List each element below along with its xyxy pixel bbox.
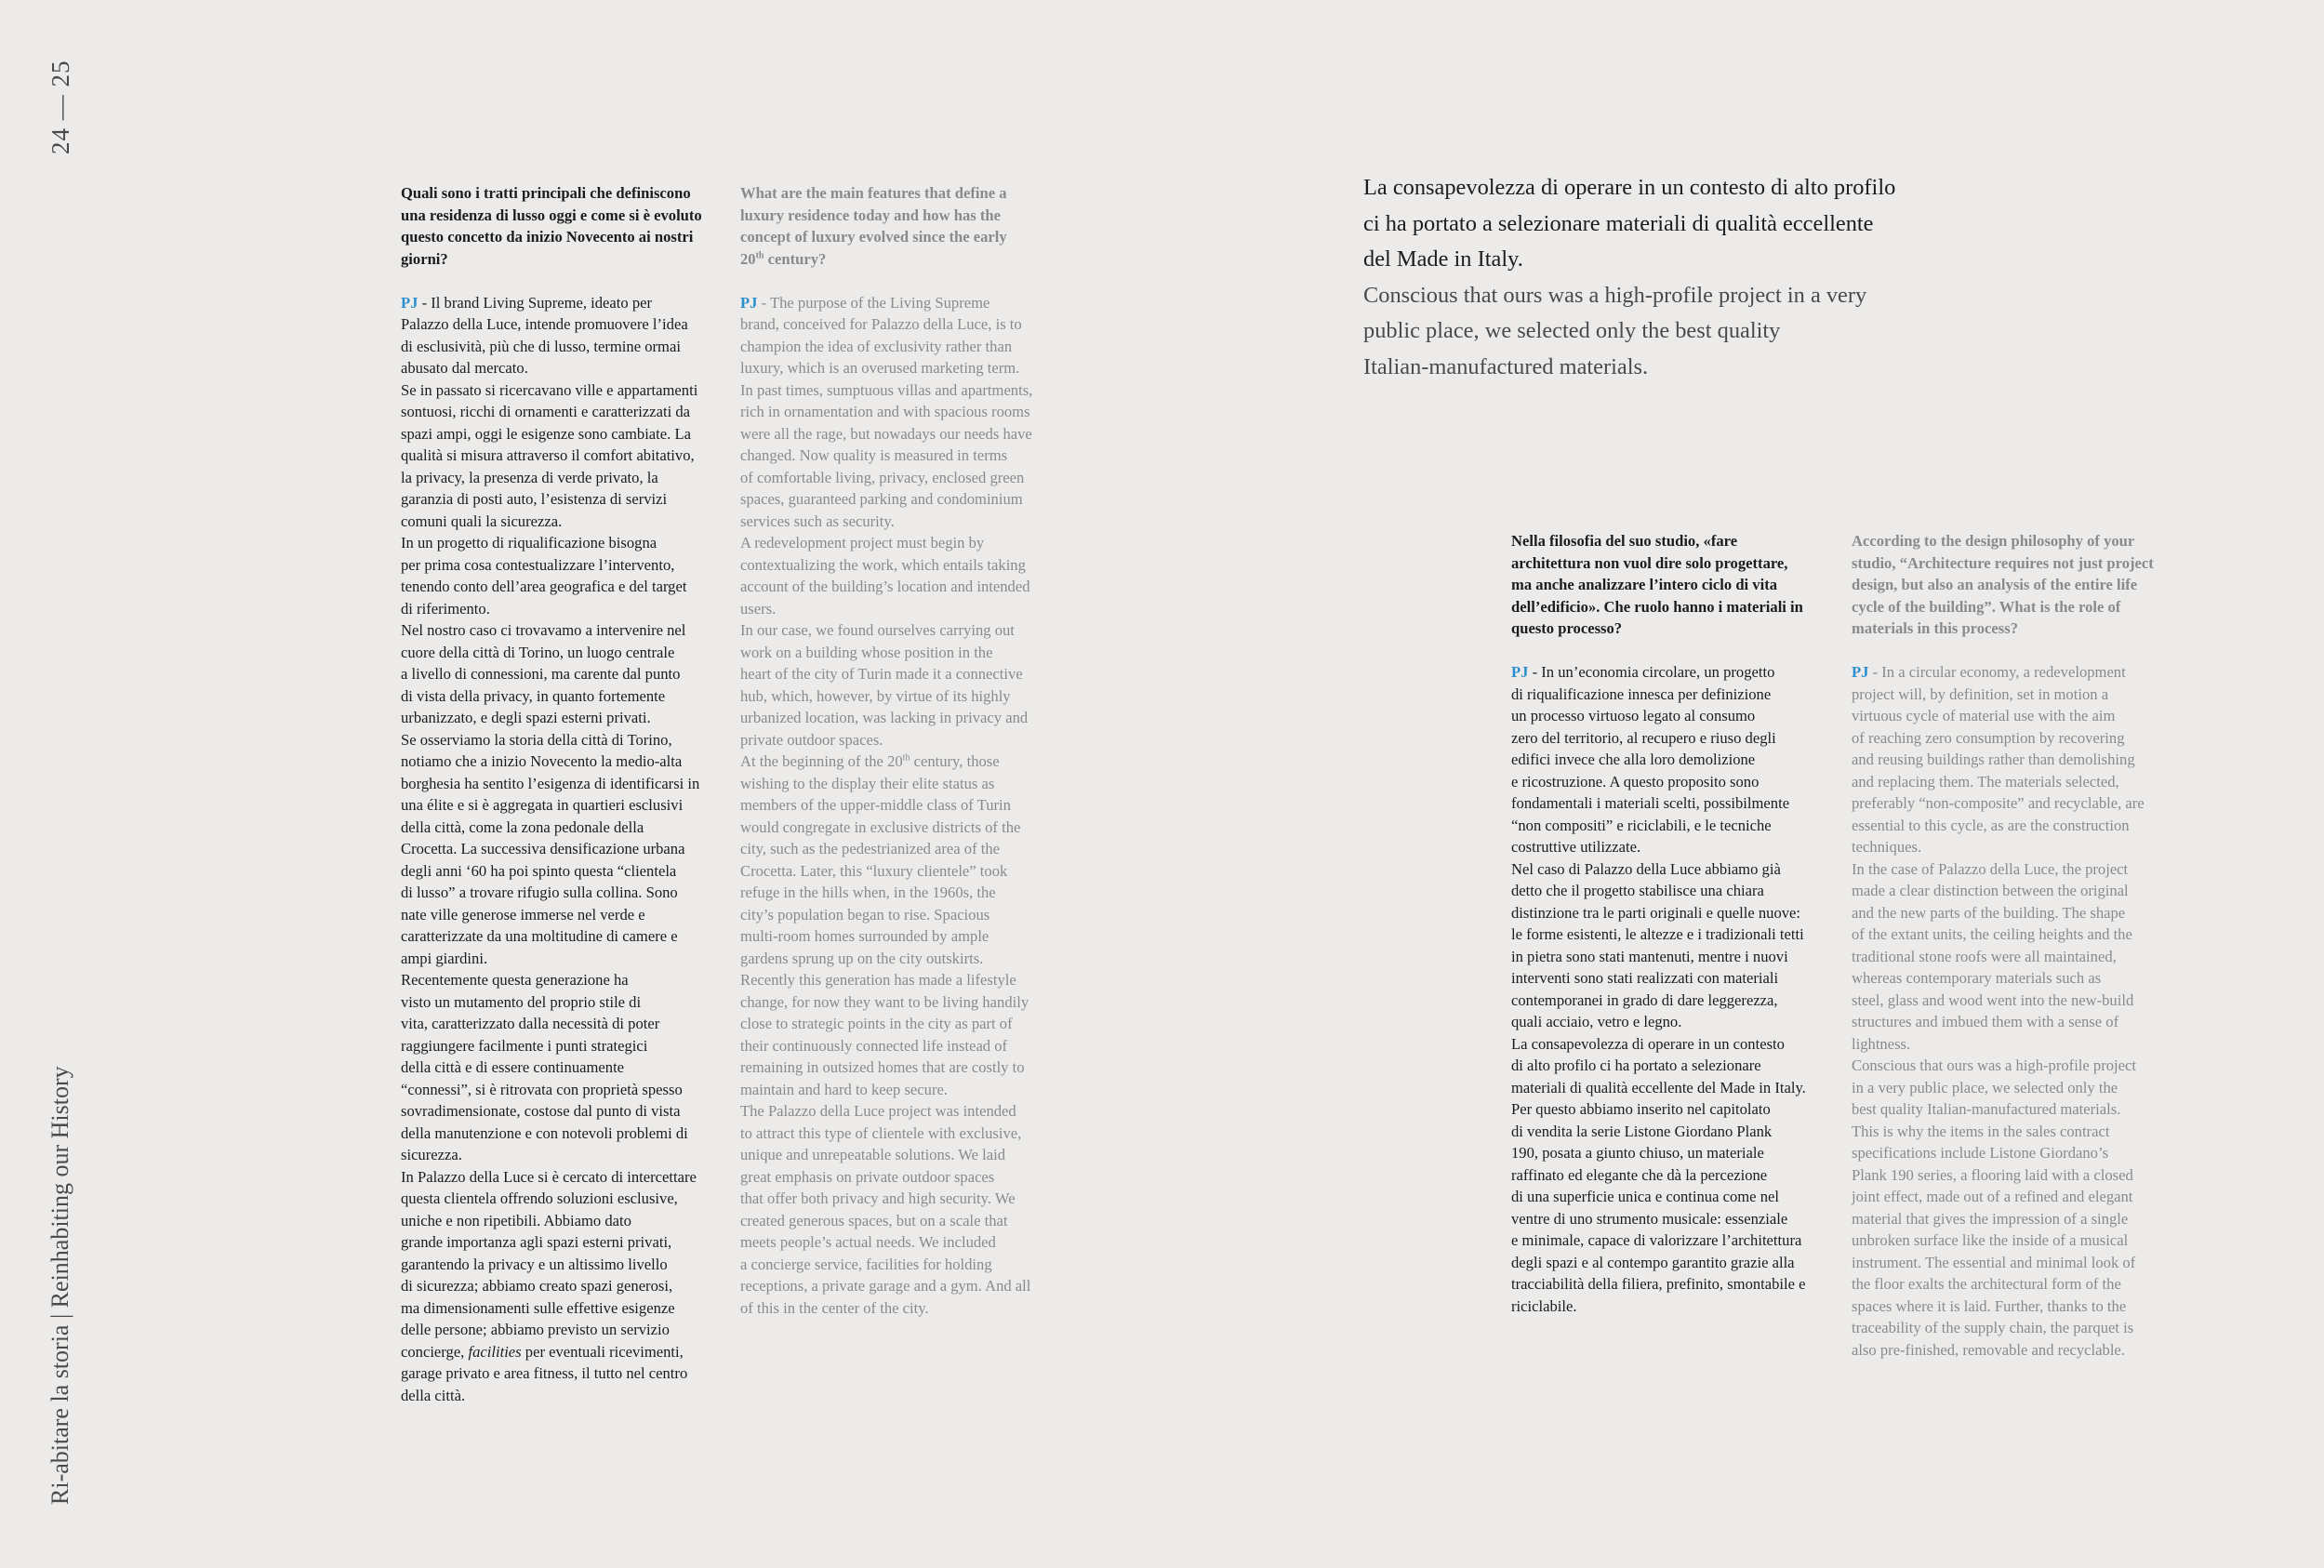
text-line: Nella filosofia del suo studio, «fare xyxy=(1511,532,1738,550)
text-line: whereas contemporary materials such as xyxy=(1852,969,2102,987)
text-line: raffinato ed elegante che dà la percezione xyxy=(1511,1165,1768,1184)
text-line: of reaching zero consumption by recovering xyxy=(1852,728,2125,747)
text-line: a concierge service, facilities for holding xyxy=(740,1255,992,1273)
text-line: wishing to the display their elite status as xyxy=(740,774,995,792)
text-line: Se osserviamo la storia della città di Torino, xyxy=(401,730,672,749)
text-line: tracciabilità della filiera, prefinito, smontabile e xyxy=(1511,1275,1806,1293)
text-line: to attract this type of clientele with exclusive, xyxy=(740,1123,1022,1142)
interview2-english-column xyxy=(1852,530,2154,1361)
text-line: studio, “Architecture requires not just project xyxy=(1852,553,2154,572)
text-line: made a clear distinction between the original xyxy=(1852,882,2129,899)
text-line: di alto profilo ci ha portato a selezionare xyxy=(1511,1056,1761,1074)
text-line: spaces where it is laid. Further, thanks to the xyxy=(1852,1296,2127,1315)
text-line: e ricostruzione. A questo proposito sono xyxy=(1511,772,1760,791)
text-line: refuge in the hills when, in the 1960s, the xyxy=(740,884,996,901)
text-line: “non compositi” e riciclabili, e le tecniche xyxy=(1511,816,1772,834)
text-line: multi-room homes surrounded by ample xyxy=(740,927,989,945)
text-line: steel, glass and wood went into the new-build xyxy=(1852,990,2134,1009)
text-line: una élite e si è aggregata in quartieri esclusivi xyxy=(401,796,684,814)
text-line: grande importanza agli spazi esterni privati, xyxy=(401,1233,672,1251)
text-line: nate ville generose immerse nel verde e xyxy=(401,905,645,924)
text-line: specifications include Listone Giordano’s xyxy=(1852,1144,2109,1162)
text-line: public place, we selected only the best quality xyxy=(1363,318,1781,343)
interview2-english-question xyxy=(1852,530,2154,640)
interview1-italian-column xyxy=(401,182,702,1406)
text-line: meets people’s actual needs. We included xyxy=(740,1233,996,1251)
interview2-italian-column xyxy=(1511,530,1806,1317)
text-line: gardens sprung up on the city outskirts. xyxy=(740,949,984,967)
text-line: According to the design philosophy of your xyxy=(1852,532,2135,550)
text-line: instrument. The essential and minimal look of xyxy=(1852,1253,2136,1271)
text-line: city’s population began to rise. Spacious xyxy=(740,905,990,924)
text-line: users. xyxy=(740,599,777,618)
text-line: La consapevolezza di operare in un contesto xyxy=(1511,1034,1785,1053)
interview2-english-answer xyxy=(1852,684,2154,1362)
text-line: rich in ornamentation and with spacious rooms xyxy=(740,403,1030,420)
text-line: also pre-finished, removable and recyclable. xyxy=(1852,1340,2125,1359)
text-line: best quality Italian-manufactured materials. xyxy=(1852,1100,2121,1118)
text-line: What are the main features that define a xyxy=(740,184,1007,202)
text-line: notiamo che a inizio Novecento la medio-alta xyxy=(401,752,683,770)
text-line: materiali di qualità eccellente del Made in Italy. xyxy=(1511,1078,1806,1096)
text-line: di vista della privacy, in quanto fortemente xyxy=(401,686,666,705)
text-line: questo concetto da inizio Novecento ai nostri xyxy=(401,228,694,246)
text-line: raggiungere facilmente i punti strategici xyxy=(401,1036,648,1055)
interview2-italian-question xyxy=(1511,530,1806,640)
text-line: degli anni ‘60 ha poi spinto questa “clientela xyxy=(401,861,677,880)
text-line: joint effect, made out of a refined and elegant xyxy=(1852,1188,2133,1205)
text-line: were all the rage, but nowadays our needs have xyxy=(740,424,1032,443)
text-line: contemporanei in grado di dare leggerezza, xyxy=(1511,990,1778,1009)
pj-label: PJ xyxy=(401,293,418,312)
text-line: interventi sono stati realizzati con materiali xyxy=(1511,969,1779,987)
text-line: quali acciaio, vetro e legno. xyxy=(1511,1013,1682,1030)
text-line: di sicurezza; abbiamo creato spazi generosi, xyxy=(401,1277,673,1295)
text-line: project will, by definition, set in motion a xyxy=(1852,684,2109,703)
text-line: vita, caratterizzato dalla necessità di poter xyxy=(401,1015,660,1032)
text-line: In Palazzo della Luce si è cercato di intercettare xyxy=(401,1167,697,1186)
text-line: Quali sono i tratti principali che definiscono xyxy=(401,184,691,202)
text-line: tenendo conto dell’area geografica e del target xyxy=(401,578,687,595)
interview1-italian-question xyxy=(401,182,702,270)
text-line: traceability of the supply chain, the parquet is xyxy=(1852,1319,2134,1336)
text-line: “connessi”, si è ritrovata con proprietà spesso xyxy=(401,1080,683,1098)
text-line: lightness. xyxy=(1852,1034,1911,1053)
text-line: ma dimensionamenti sulle effettive esigenze xyxy=(401,1298,675,1317)
interview2-italian-answer xyxy=(1511,684,1806,1318)
page-numbers: 24 — 25 xyxy=(46,60,74,154)
text-line: receptions, a private garage and a gym. And all xyxy=(740,1277,1031,1295)
text-line: ventre di uno strumento musicale: essenziale xyxy=(1511,1209,1788,1228)
text-line: di esclusività, più che di lusso, termine ormai xyxy=(401,337,681,355)
text-line: In past times, sumptuous villas and apartments, xyxy=(740,380,1033,399)
text-line: Italian-manufactured materials. xyxy=(1363,353,1649,379)
text-line: of comfortable living, privacy, enclosed green xyxy=(740,468,1025,486)
text-line: essential to this cycle, as are the construction xyxy=(1852,816,2130,834)
text-line: urbanizzato, e degli spazi esterni privati. xyxy=(401,709,651,726)
text-line: Recentemente questa generazione ha xyxy=(401,971,629,989)
interview2-italian-answer-start: PJ - In un’economia circolare, un progetto xyxy=(1511,663,1775,681)
section-title: Ri-abitare la storia | Reinhabiting our History xyxy=(46,1066,73,1505)
text-line: questo processo? xyxy=(1511,619,1623,637)
text-line: unbroken surface like the inside of a musical xyxy=(1852,1231,2129,1249)
text-line: design, but also an analysis of the entire life xyxy=(1852,576,2138,593)
text-line: unique and unrepeatable solutions. We laid xyxy=(740,1146,1005,1163)
text-line: della città, come la zona pedonale della xyxy=(401,817,644,836)
text-line: La consapevolezza di operare in un contesto di alto profilo xyxy=(1363,175,1896,200)
text-line: Recently this generation has made a lifestyle xyxy=(740,971,1016,989)
text-line: luxury residence today and how has the xyxy=(740,206,1001,224)
pj-label: PJ xyxy=(1852,663,1869,681)
text-line: di lusso” a trovare rifugio sulla collina. Sono xyxy=(401,884,678,901)
text-line: techniques. xyxy=(1852,838,1922,856)
text-line: materials in this process? xyxy=(1852,619,2018,637)
text-line: private outdoor spaces. xyxy=(740,730,883,749)
text-line: Plank 190 series, a flooring laid with a closed xyxy=(1852,1165,2133,1184)
text-line: qualità si misura attraverso il comfort abitativo, xyxy=(401,446,695,464)
text-line: sicurezza. xyxy=(401,1146,462,1163)
text-line: detto che il progetto stabilisce una chiara xyxy=(1511,882,1764,899)
text-line: delle persone; abbiamo previsto un servizio xyxy=(401,1321,670,1338)
text-line: garanzia di posti auto, l’esistenza di servizi xyxy=(401,490,668,508)
text-line: the floor exalts the architectural form of the xyxy=(1852,1275,2121,1293)
text-line: giorni? xyxy=(401,249,448,268)
text-line: uniche e non ripetibili. Abbiamo dato xyxy=(401,1211,631,1229)
text-line: structures and imbued them with a sense of xyxy=(1852,1013,2119,1030)
text-line: garage privato e area fitness, il tutto nel centro xyxy=(401,1364,688,1382)
text-line: A redevelopment project must begin by xyxy=(740,534,985,551)
text-line: Crocetta. Later, this “luxury clientele” took xyxy=(740,861,1008,880)
text-line: edifici invece che alla loro demolizione xyxy=(1511,751,1756,768)
text-line: del Made in Italy. xyxy=(1363,246,1523,272)
text-line: di riqualificazione innesca per definizione xyxy=(1511,684,1772,703)
text-line: luxury, which is an overused marketing term. xyxy=(740,359,1020,377)
text-line: della città. xyxy=(401,1386,466,1404)
text-line: and reusing buildings rather than demolishing xyxy=(1852,751,2135,768)
text-line: borghesia ha sentito l’esigenza di identificarsi in xyxy=(401,774,700,792)
text-line: In un progetto di riqualificazione bisogna xyxy=(401,534,657,551)
text-line: architettura non vuol dire solo progettare, xyxy=(1511,553,1788,572)
interview1-english-question: What are the main features that define a luxury residence today and how has the concept of luxury evolved since the early 20th century? xyxy=(740,182,1032,270)
sidebar xyxy=(0,0,121,1568)
text-line: and the new parts of the building. The shape xyxy=(1852,903,2126,922)
text-line: preferably “non-composite” and recyclable, are xyxy=(1852,794,2145,812)
text-line: This is why the items in the sales contract xyxy=(1852,1122,2110,1140)
text-line: spazi ampi, oggi le esigenze sono cambiate. La xyxy=(401,424,691,443)
pull-quote xyxy=(1363,170,1895,385)
text-line: in a very public place, we selected only the xyxy=(1852,1078,2118,1096)
interview1-english-century-line: At the beginning of the 20th century, those xyxy=(740,752,1000,770)
interview1-italian-answer-end xyxy=(401,1362,702,1406)
text-line: created generous spaces, but on a scale that xyxy=(740,1211,1008,1229)
pull-quote-english xyxy=(1363,278,1895,386)
interview1-english-answer-b xyxy=(740,773,1032,1320)
text-line: questa clientela offrendo soluzioni esclusive, xyxy=(401,1189,678,1207)
text-line: di una superficie unica e continua come nel xyxy=(1511,1188,1779,1205)
text-line: spaces, guaranteed parking and condominium xyxy=(740,490,1023,508)
text-line: cycle of the building”. What is the role of xyxy=(1852,597,2121,616)
text-line: would congregate in exclusive districts of the xyxy=(740,817,1021,836)
text-line: Crocetta. La successiva densificazione urbana xyxy=(401,840,685,857)
text-line: changed. Now quality is measured in terms xyxy=(740,446,1008,464)
text-line: account of the building’s location and intended xyxy=(740,578,1030,595)
text-line: services such as security. xyxy=(740,512,895,530)
text-line: traditional stone roofs were all maintained, xyxy=(1852,947,2117,965)
text-line: their continuously connected life instead of xyxy=(740,1036,1008,1055)
text-line: della città e di essere continuamente xyxy=(401,1058,625,1076)
text-line: heart of the city of Turin made it a connective xyxy=(740,665,1023,683)
text-line: ampi giardini. xyxy=(401,949,488,967)
interview1-english-answer-a xyxy=(740,313,1032,751)
text-line: virtuous cycle of material use with the aim xyxy=(1852,707,2116,724)
interview1-italian-answer-start: PJ - Il brand Living Supreme, ideato per xyxy=(401,293,653,312)
interview2-english-answer-start: PJ - In a circular economy, a redevelopment xyxy=(1852,663,2126,681)
interview1-italian-concierge-line: concierge, facilities per eventuali ricevimenti, xyxy=(401,1342,684,1361)
text-line: Se in passato si ricercavano ville e appartamenti xyxy=(401,380,698,399)
text-line: un processo virtuoso legato al consumo xyxy=(1511,707,1756,724)
text-line: zero del territorio, al recupero e riuso degli xyxy=(1511,728,1776,747)
text-line: distinzione tra le parti originali e quelle nuove: xyxy=(1511,903,1801,922)
text-line: riciclabile. xyxy=(1511,1296,1577,1315)
pj-label: PJ xyxy=(1511,663,1529,681)
text-line: di vendita la serie Listone Giordano Plank xyxy=(1511,1122,1773,1140)
text-line: work on a building whose position in the xyxy=(740,643,993,661)
text-line: material that gives the impression of a single xyxy=(1852,1209,2129,1228)
text-line: visto un mutamento del proprio stile di xyxy=(401,992,642,1011)
text-line: dell’edificio». Che ruolo hanno i materiali in xyxy=(1511,597,1803,616)
interview1-english-answer-start: PJ - The purpose of the Living Supreme xyxy=(740,293,990,312)
text-line: of the extant units, the ceiling heights and the xyxy=(1852,925,2132,943)
text-line: The Palazzo della Luce project was intended xyxy=(740,1102,1016,1120)
text-line: contextualizing the work, which entails taking xyxy=(740,555,1026,574)
text-line: Per questo abbiamo inserito nel capitolato xyxy=(1511,1100,1771,1118)
text-line: caratterizzate da una moltitudine di camere e xyxy=(401,927,678,945)
text-line: city, such as the pedestrianized area of the xyxy=(740,840,1001,857)
text-line: una residenza di lusso oggi e come si è evoluto xyxy=(401,206,702,224)
text-line: champion the idea of exclusivity rather than xyxy=(740,337,1013,355)
text-line: abusato dal mercato. xyxy=(401,359,528,377)
text-line: per prima cosa contestualizzare l’intervento, xyxy=(401,555,675,574)
text-line: cuore della città di Torino, un luogo centrale xyxy=(401,643,675,661)
text-line: Palazzo della Luce, intende promuovere l’idea xyxy=(401,315,688,333)
text-line: in pietra sono stati mantenuti, mentre i nuovi xyxy=(1511,947,1788,965)
text-line: great emphasis on private outdoor spaces xyxy=(740,1167,995,1186)
text-line: brand, conceived for Palazzo della Luce, is to xyxy=(740,315,1022,333)
text-line: close to strategic points in the city as part of xyxy=(740,1015,1013,1032)
text-line: garantendo la privacy e un altissimo livello xyxy=(401,1255,668,1273)
text-line: Nel nostro caso ci trovavamo a intervenire nel xyxy=(401,621,686,639)
text-line: maintain and hard to keep secure. xyxy=(740,1080,949,1098)
text-line: Conscious that ours was a high-profile project in a very xyxy=(1363,282,1867,308)
text-line: comuni quali la sicurezza. xyxy=(401,512,563,530)
text-line: change, for now they want to be living handily xyxy=(740,992,1029,1011)
text-line: la privacy, la presenza di verde privato, la xyxy=(401,468,658,486)
text-line: Nel caso di Palazzo della Luce abbiamo già xyxy=(1511,859,1781,878)
text-line: a livello di connessioni, ma carente dal punto xyxy=(401,665,681,683)
text-line: sovradimensionate, costose dal punto di vista xyxy=(401,1102,681,1120)
text-line: In the case of Palazzo della Luce, the project xyxy=(1852,859,2129,878)
text-line: urbanized location, was lacking in privacy and xyxy=(740,709,1029,726)
text-line: degli spazi e al contempo garantito grazie alla xyxy=(1511,1253,1795,1271)
text-line: Conscious that ours was a high-profile project xyxy=(1852,1056,2136,1074)
text-line: members of the upper-middle class of Turin xyxy=(740,796,1011,814)
text-line: and replacing them. The materials selected, xyxy=(1852,772,2119,791)
text-line: In our case, we found ourselves carrying out xyxy=(740,621,1015,639)
text-line: le forme esistenti, le altezze e i tradizionali tetti xyxy=(1511,925,1804,943)
text-line: remaining in outsized homes that are costly to xyxy=(740,1058,1025,1076)
text-line: concept of luxury evolved since the early xyxy=(740,228,1007,246)
text-line: ma anche analizzare l’intero ciclo di vita xyxy=(1511,576,1778,593)
text-line: della manutenzione e con notevoli problemi di xyxy=(401,1123,688,1142)
text-line: sontuosi, ricchi di ornamenti e caratterizzati da xyxy=(401,403,691,420)
interview1-italian-answer xyxy=(401,313,702,1341)
text-line: 190, posata a giunto chiuso, un materiale xyxy=(1511,1144,1764,1162)
text-line: ci ha portato a selezionare materiali di qualità eccellente xyxy=(1363,210,1874,236)
text-line: of this in the center of the city. xyxy=(740,1298,929,1317)
interview1-english-column xyxy=(740,182,1032,1319)
text-line: that offer both privacy and high security. We xyxy=(740,1189,1016,1207)
text-line: costruttive utilizzate. xyxy=(1511,838,1641,856)
text-line: di riferimento. xyxy=(401,599,490,618)
text-line: e minimale, capace di valorizzare l’architettura xyxy=(1511,1231,1802,1249)
pj-label: PJ xyxy=(740,293,758,312)
text-line: fondamentali i materiali scelti, possibilmente xyxy=(1511,794,1790,812)
pull-quote-italian xyxy=(1363,170,1895,278)
text-line: hub, which, however, by virtue of its highly xyxy=(740,686,1011,705)
